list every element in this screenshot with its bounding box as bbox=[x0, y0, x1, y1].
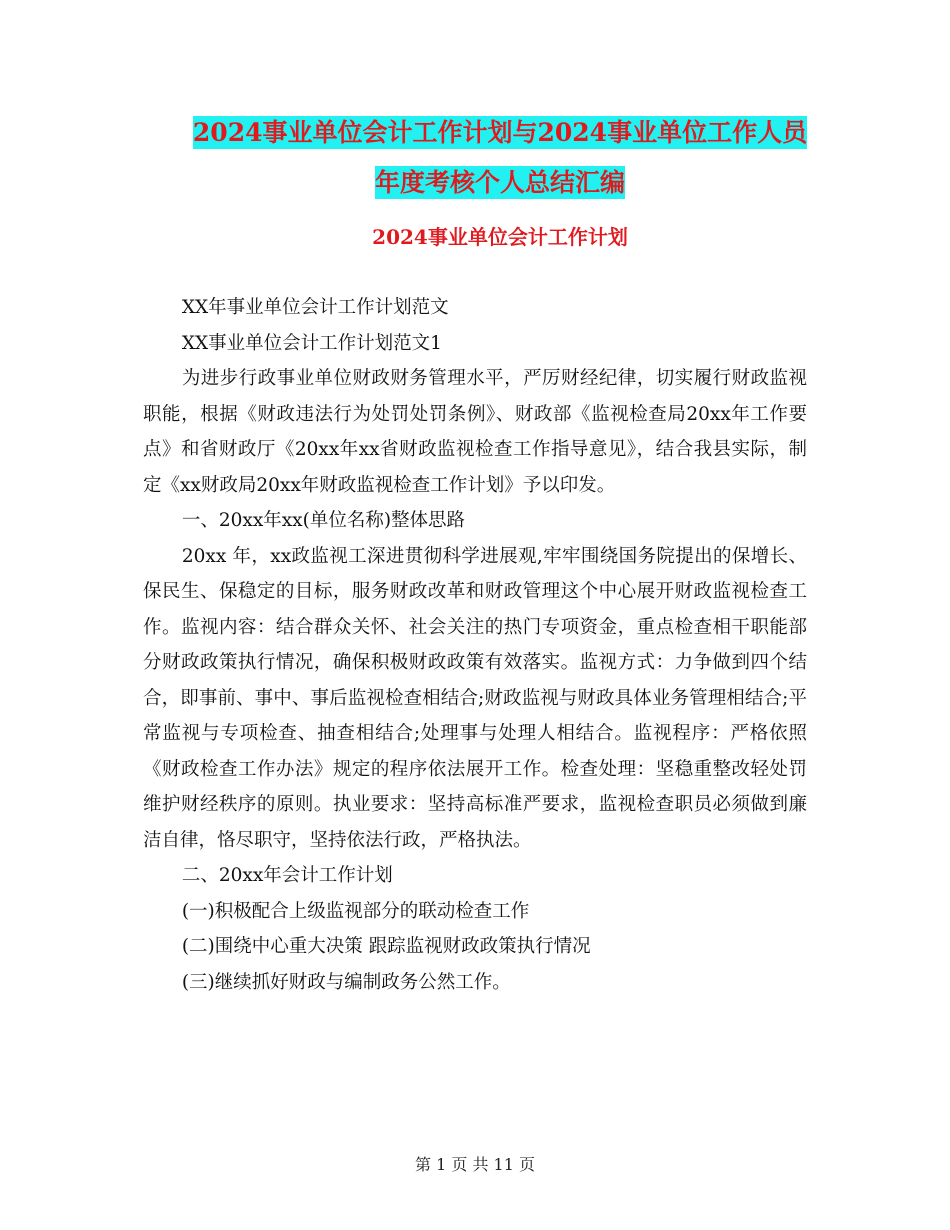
paragraph: (一)积极配合上级监视部分的联动检查工作 bbox=[181, 900, 530, 922]
section-title: 2024事业单位会计工作计划 bbox=[372, 225, 628, 249]
paragraph: 二、20xx年会计工作计划 bbox=[181, 865, 393, 886]
paragraph: 一、20xx年xx(单位名称)整体思路 bbox=[181, 510, 466, 531]
page-footer: 第 1 页 共 11 页 bbox=[415, 1155, 535, 1174]
paragraph: 20xx 年，xx政监视工深进贯彻科学进展观,牢牢围绕国务院提出的保增长、保民生、保稳定的目标，服务财政改革和财政管理这个中心展开财政监视检查工作。监视内容：结合群众关怀、社会关注的热门专项资金，重点检查相干职能部分财政政策执行情况，确保积极财政政策有效落实。监视方式：力争做到四个结合，即事前、事中、事后监视检查相结合;财政监视与财政具体业务管理相结合;平常监视与专项检查、抽查相结合;处理事与处理人相结合。监视程序：严格依照《财政检查工作办法》规定的程序依法展开工作。检查处理：坚稳重整改轻处罚维护财经秩序的原则。执业要求：坚持高标准严要求，监视检查职员必须做到廉洁自律，恪尽职守，坚持依法行政，严格执法。 bbox=[143, 545, 807, 851]
paragraph: XX年事业单位会计工作计划范文 bbox=[181, 297, 449, 318]
main-title-line-2: 年度考核个人总结汇编 bbox=[374, 168, 625, 197]
paragraph: XX事业单位会计工作计划范文1 bbox=[181, 332, 442, 354]
paragraph: 为进步行政事业单位财政财务管理水平，严厉财经纪律，切实履行财政监视职能，根据《财政违法行为处罚处罚条例》、财政部《监视检查局20xx年工作要点》和省财政厅《20xx年xx省财政监视检查工作指导意见》，结合我县实际，制定《xx财政局20xx年财政监视检查工作计划》予以印发。 bbox=[143, 368, 807, 496]
paragraph: (三)继续抓好财政与编制政务公然工作。 bbox=[181, 971, 511, 993]
main-title bbox=[140, 108, 860, 208]
paragraph: (二)围绕中心重大决策 跟踪监视财政政策执行情况 bbox=[181, 936, 591, 957]
main-title-line-1: 2024事业单位会计工作计划与2024事业单位工作人员 bbox=[192, 118, 808, 147]
document-body bbox=[143, 290, 807, 1000]
